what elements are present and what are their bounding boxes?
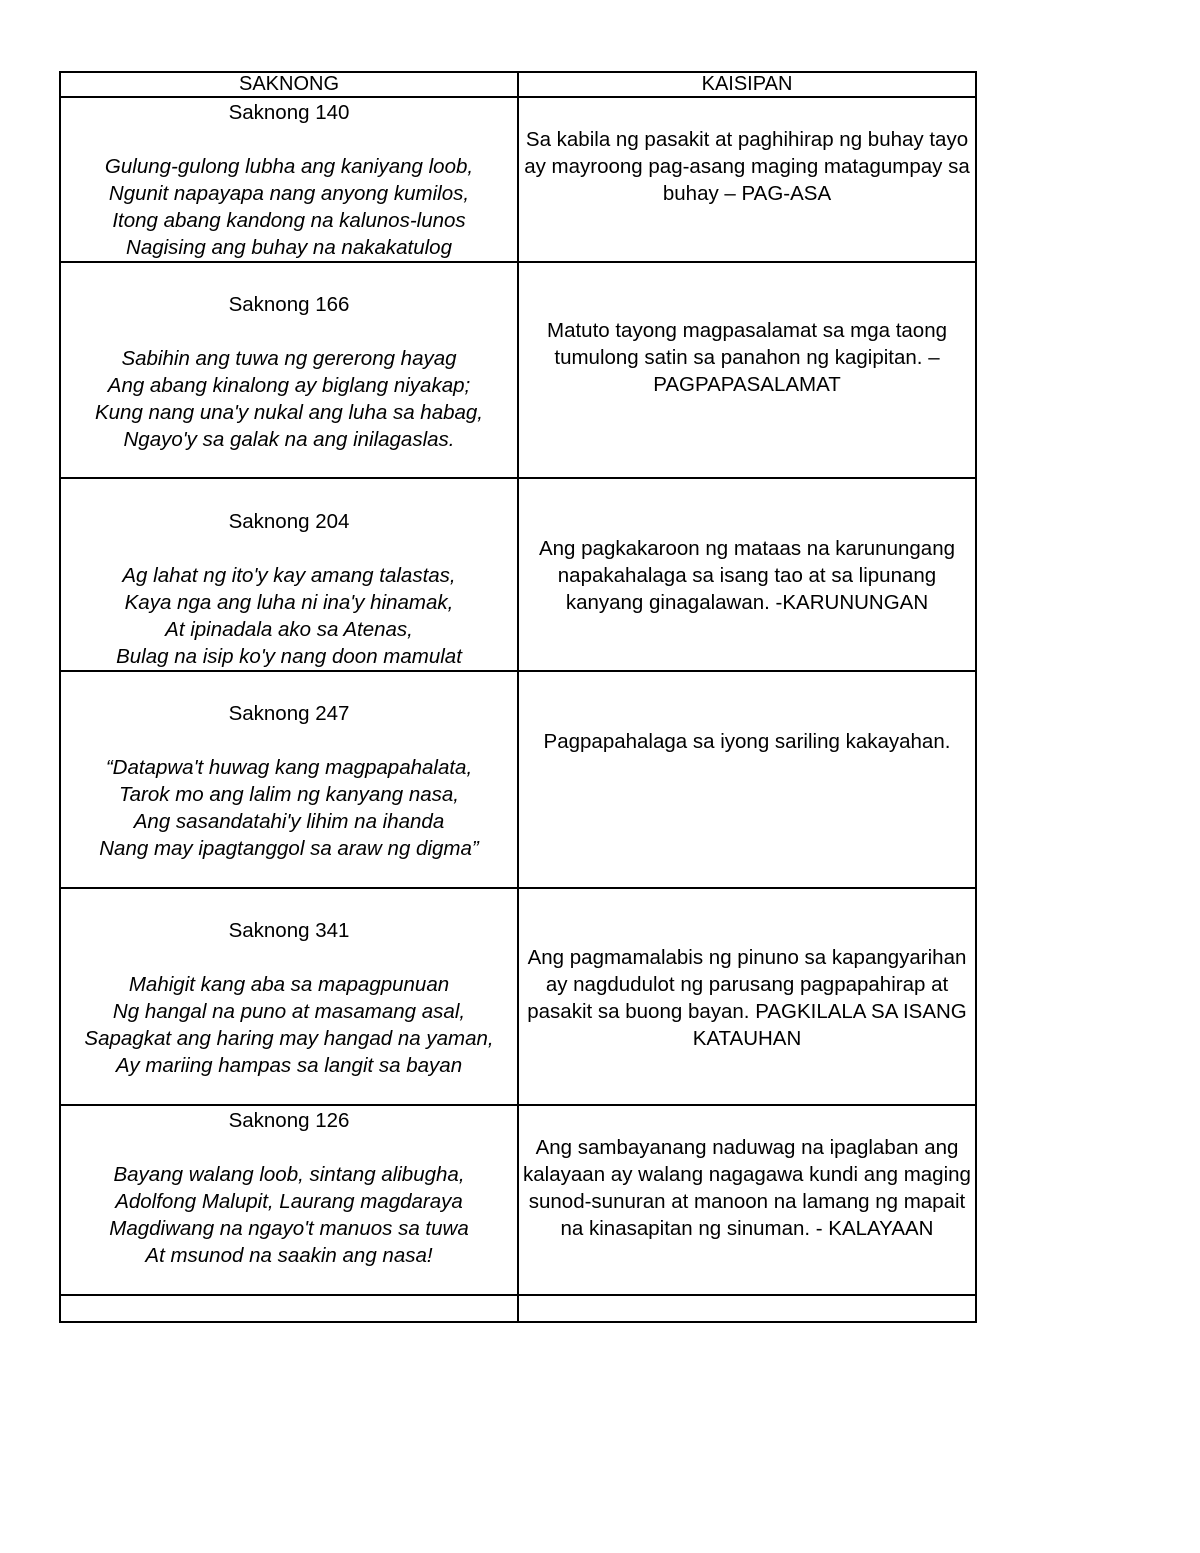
- kaisipan-text: Ang pagmamalabis ng pinuno sa kapangyarihan ay nagdudulot ng parusang pagpapahirap at pasakit sa buong bayan. PAGKILALA SA ISANG KATAUHAN: [527, 946, 967, 1050]
- kaisipan-cell: [518, 671, 976, 888]
- kaisipan-text: Matuto tayong magpasalamat sa mga taong tumulong satin sa panahon ng kagipitan. – PAGPAPASALAMAT: [547, 319, 947, 396]
- kaisipan-cell: [518, 888, 976, 1105]
- saknong-kaisipan-table: [59, 71, 977, 1323]
- saknong-line: Magdiwang na ngayo't manuos sa tuwa: [109, 1217, 469, 1240]
- saknong-line: Kaya nga ang luha ni ina'y hinamak,: [124, 591, 454, 614]
- saknong-lines: [65, 562, 513, 670]
- kaisipan-text: Ang pagkakaroon ng mataas na karunungang napakahalaga sa isang tao at sa lipunang kanyang ginagalawan. -KARUNUNGAN: [538, 537, 955, 614]
- table-row: [60, 478, 976, 671]
- header-row: [60, 72, 976, 97]
- saknong-line: Sabihin ang tuwa ng gererong hayag: [121, 347, 457, 370]
- empty-row: [60, 1295, 976, 1322]
- kaisipan-cell: [518, 478, 976, 671]
- saknong-title: Saknong 204: [228, 510, 350, 533]
- saknong-line: Gulung-gulong lubha ang kaniyang loob,: [104, 155, 474, 178]
- kaisipan-cell: [518, 1105, 976, 1295]
- saknong-cell: [60, 671, 518, 888]
- saknong-line: At msunod na saakin ang nasa!: [145, 1244, 433, 1267]
- saknong-title: Saknong 166: [228, 293, 350, 316]
- kaisipan-cell: [518, 262, 976, 478]
- saknong-cell: [60, 888, 518, 1105]
- saknong-line: Bayang walang loob, sintang alibugha,: [113, 1163, 465, 1186]
- saknong-title: Saknong 126: [228, 1109, 350, 1132]
- saknong-cell: [60, 1105, 518, 1295]
- saknong-cell: [60, 262, 518, 478]
- saknong-line: Ay mariing hampas sa langit sa bayan: [115, 1054, 463, 1077]
- saknong-line: Ng hangal na puno at masamang asal,: [112, 1000, 466, 1023]
- saknong-line: Ngayo'y sa galak na ang inilagaslas.: [123, 428, 455, 451]
- table-row: [60, 1105, 976, 1295]
- table-row: [60, 888, 976, 1105]
- saknong-lines: [65, 345, 513, 453]
- saknong-title: Saknong 140: [228, 101, 350, 124]
- saknong-lines: [65, 153, 513, 261]
- saknong-line: Nagising ang buhay na nakakatulog: [126, 236, 452, 259]
- kaisipan-cell: [518, 97, 976, 262]
- table-row: [60, 97, 976, 262]
- saknong-line: Sapagkat ang haring may hangad na yaman,: [84, 1027, 494, 1050]
- saknong-line: Bulag na isip ko'y nang doon mamulat: [116, 645, 462, 668]
- saknong-line: “Datapwa't huwag kang magpapahalata,: [105, 756, 473, 779]
- header-kaisipan: KAISIPAN: [518, 72, 976, 97]
- kaisipan-text: Sa kabila ng pasakit at paghihirap ng buhay tayo ay mayroong pag-asang maging matagumpay sa buhay – PAG-ASA: [524, 128, 970, 205]
- saknong-line: Kung nang una'y nukal ang luha sa habag,: [94, 401, 484, 424]
- empty-cell: [518, 1295, 976, 1322]
- saknong-line: Nang may ipagtanggol sa araw ng digma”: [99, 837, 479, 860]
- saknong-lines: [65, 754, 513, 862]
- table-row: [60, 262, 976, 478]
- saknong-line: At ipinadala ako sa Atenas,: [165, 618, 413, 641]
- saknong-lines: [65, 1161, 513, 1269]
- saknong-cell: [60, 97, 518, 262]
- saknong-lines: [65, 971, 513, 1079]
- saknong-line: Adolfong Malupit, Laurang magdaraya: [115, 1190, 463, 1213]
- empty-cell: [60, 1295, 518, 1322]
- kaisipan-text: Pagpapahalaga sa iyong sariling kakayahan.: [543, 730, 951, 753]
- saknong-line: Tarok mo ang lalim ng kanyang nasa,: [119, 783, 459, 806]
- saknong-line: Ag lahat ng ito'y kay amang talastas,: [122, 564, 456, 587]
- table-row: [60, 671, 976, 888]
- saknong-title: Saknong 247: [228, 702, 350, 725]
- kaisipan-text: Ang sambayanang naduwag na ipaglaban ang kalayaan ay walang nagagawa kundi ang maging sunod-sunuran at manoon na lamang ng mapait na kinasapitan ng sinuman. - KALAYAAN: [523, 1136, 971, 1240]
- saknong-line: Ngunit napayapa nang anyong kumilos,: [108, 182, 470, 205]
- saknong-line: Ang sasandatahi'y lihim na ihanda: [133, 810, 445, 833]
- saknong-line: Ang abang kinalong ay biglang niyakap;: [107, 374, 471, 397]
- saknong-line: Itong abang kandong na kalunos-lunos: [112, 209, 466, 232]
- saknong-title: Saknong 341: [228, 919, 350, 942]
- saknong-cell: [60, 478, 518, 671]
- header-saknong: SAKNONG: [60, 72, 518, 97]
- saknong-line: Mahigit kang aba sa mapagpunuan: [128, 973, 450, 996]
